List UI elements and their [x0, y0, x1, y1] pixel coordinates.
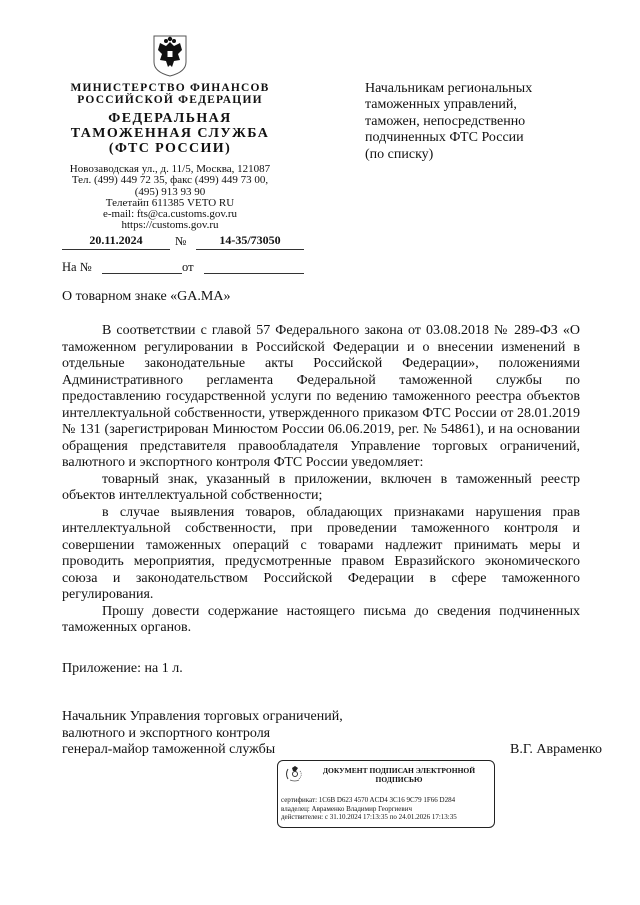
teletype: Телетайп 611385 VETO RU	[105, 196, 235, 209]
addressee-line: подчиненных ФТС России	[365, 130, 524, 146]
reference-from-label: от	[182, 260, 194, 274]
ministry-name-2: РОССИЙСКОЙ ФЕДЕРАЦИИ	[77, 94, 263, 106]
address: Новозаводская ул., д. 11/5, Москва, 121087	[69, 163, 271, 175]
certificate-id: сертификат: 1C6B D623 4570 ACD4 3C16 9C79 1F66 D284	[281, 796, 456, 804]
service-name	[62, 111, 278, 156]
ministry-name: МИНИСТЕРСТВО ФИНАНСОВ	[70, 82, 270, 94]
body-paragraph: Прошу довести содержание настоящего письма до сведения подчиненных таможенных органов.	[62, 603, 580, 635]
letter-subject: О товарном знаке «GA.MA»	[62, 289, 231, 304]
reference-date-blank	[204, 273, 304, 274]
phone-2: (495) 913 93 90	[134, 185, 206, 198]
issuer-header	[62, 82, 278, 156]
coat-of-arms-icon	[151, 34, 189, 78]
phone-fax: Тел. (499) 449 72 35, факс (499) 449 73 00,	[71, 174, 269, 187]
reference-label: На №	[62, 260, 92, 274]
service-name-line-1: ФЕДЕРАЛЬНАЯ	[108, 111, 232, 126]
reference-number-blank	[102, 273, 182, 274]
certificate-owner: владелец: Авраменко Владимир Георгиевич	[281, 804, 412, 813]
electronic-signature-stamp	[277, 760, 495, 828]
letter-body	[62, 323, 580, 637]
addressee	[365, 81, 585, 163]
reference-row	[62, 260, 302, 276]
signatory-name: В.Г. Авраменко	[510, 742, 602, 757]
addressee-line: Начальникам региональных	[365, 81, 533, 96]
body-paragraph: В соответствии с главой 57 Федерального закона от 03.08.2018 № 289-ФЗ «О таможенном регулировании в Российской Федерации и о внесении изменений в отдельные законодательные акты Российской Федерации», положениями Административного регламента Федеральной таможенной службы по предоставлению государственной услуги по ведению таможенного реестра объектов интеллектуальной собственности, утвержденного приказом ФТС России от 28.01.2019 № 131 (зарегистрирован Минюстом России 06.06.2019, рег. № 54861), и на основании обращения представителя правообладателя Управление торговых ограничений, валютного и экспортного контроля ФТС России уведомляет:	[62, 323, 580, 470]
registration-date: 20.11.2024	[62, 233, 170, 250]
signature-seal-icon	[284, 765, 304, 783]
certificate-validity: действителен: с 31.10.2024 17:13:35 по 24.01.2026 17:13:35	[281, 813, 457, 821]
addressee-line: (по списку)	[365, 146, 434, 162]
body-paragraph: товарный знак, указанный в приложении, включен в таможенный реестр объектов интеллектуальной собственности;	[62, 471, 580, 503]
addressee-line: таможенных управлений,	[365, 97, 517, 113]
stamp-title: ДОКУМЕНТ ПОДПИСАН ЭЛЕКТРОННОЙ ПОДПИСЬЮ	[322, 766, 476, 784]
registration-row	[62, 233, 302, 249]
website: https://customs.gov.ru	[121, 219, 219, 232]
number-label: №	[175, 234, 187, 248]
registration-number: 14-35/73050	[196, 233, 304, 250]
body-paragraph: в случае выявления товаров, обладающих признаками нарушения прав интеллектуальной собственности, при проведении таможенного контроля и совершении таможенных операций с товарами надлежит принимать меры и проводить мероприятия, предусмотренные правом Евразийского экономического союза и законодательством Российской Федерации в сфере таможенного регулирования.	[62, 504, 580, 602]
contact-info	[62, 164, 278, 232]
signature-block	[62, 709, 622, 759]
attachment-note: Приложение: на 1 л.	[62, 661, 183, 676]
service-name-line-2: ТАМОЖЕННАЯ СЛУЖБА	[70, 126, 270, 141]
email: e-mail: fts@ca.customs.gov.ru	[102, 208, 238, 221]
stamp-details	[281, 796, 493, 822]
service-name-line-3: (ФТС РОССИИ)	[108, 141, 232, 156]
signatory-position-2: валютного и экспортного контроля	[62, 725, 271, 741]
signatory-position-1: Начальник Управления торговых ограничений,	[62, 709, 343, 724]
signatory-position-3: генерал-майор таможенной службы	[62, 742, 276, 757]
addressee-line: таможен, непосредственно	[365, 113, 526, 129]
